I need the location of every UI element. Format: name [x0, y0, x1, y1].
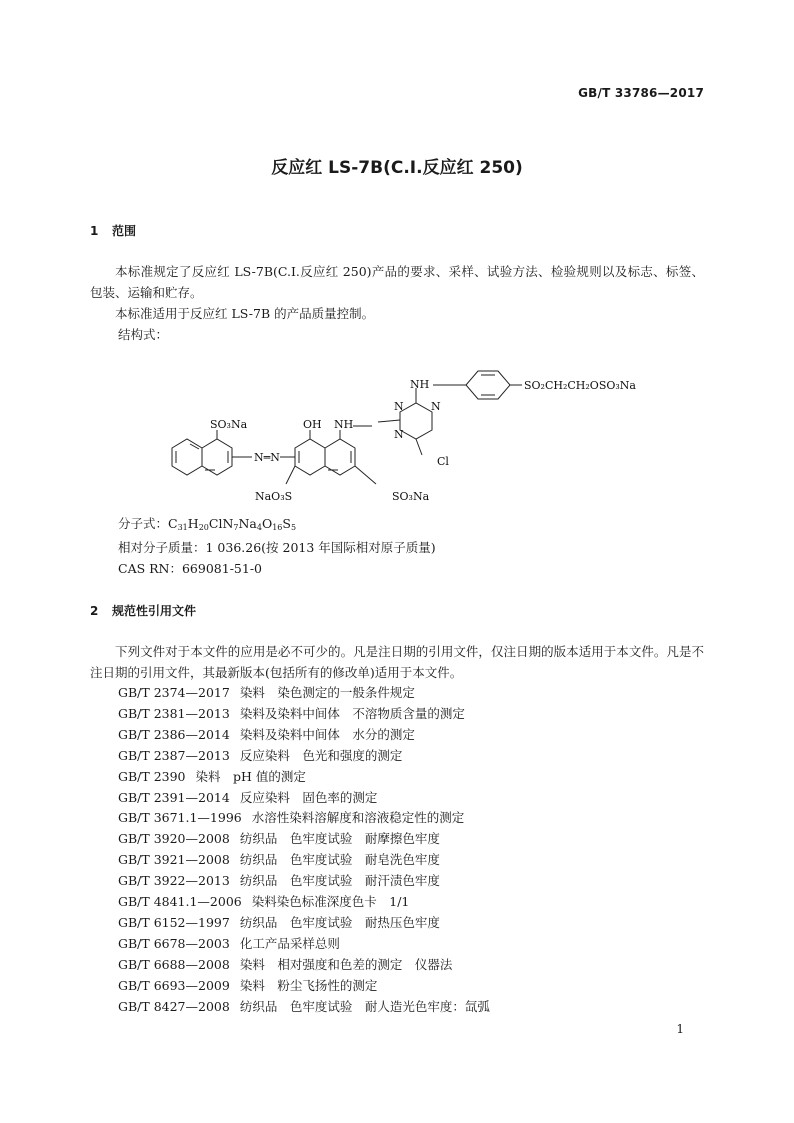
reference-title: 染料 相对强度和色差的测定 仪器法 — [239, 956, 453, 972]
reference-code: GB/T 3922—2013 — [118, 873, 230, 889]
reference-title: 染料 染色测定的一般条件规定 — [239, 685, 415, 700]
formula-o: O — [261, 516, 273, 531]
sulfonate-right-label: SO₃Na — [392, 490, 430, 503]
reference-title: 染料及染料中间体 不溶物质含量的测定 — [239, 705, 465, 721]
formula-na: Na — [238, 516, 257, 531]
section-1-title: 范围 — [112, 224, 137, 238]
cas-number: CAS RN：669081-51-0 — [118, 561, 263, 576]
reference-title: 染料及染料中间体 水分的测定 — [239, 726, 415, 742]
reference-code: GB/T 2374—2017 — [118, 685, 230, 700]
formula-h: H — [187, 516, 199, 531]
relative-molecular-mass: 相对分子质量：1 036.26(按 2013 年国际相对原子质量) — [118, 540, 436, 555]
side-chain-label: SO₂CH₂CH₂OSO₃Na — [524, 379, 636, 392]
formula-c: C — [168, 516, 178, 531]
reference-item — [118, 976, 490, 997]
reference-item — [118, 746, 490, 767]
formula-c-count: 31 — [177, 523, 188, 532]
reference-item — [118, 704, 490, 725]
reference-code: GB/T 4841.1—2006 — [118, 894, 242, 910]
formula-o-count: 16 — [272, 523, 283, 532]
formula-s-count: 5 — [290, 523, 297, 532]
reference-item — [118, 955, 490, 976]
section-2-title: 规范性引用文件 — [112, 604, 197, 618]
reference-code: GB/T 3920—2008 — [118, 831, 230, 847]
page-number: 1 — [676, 1022, 684, 1036]
reference-title: 反应染料 固色率的测定 — [239, 789, 378, 805]
reference-code: GB/T 6152—1997 — [118, 914, 230, 930]
reference-title: 纺织品 色牢度试验 耐热压色牢度 — [239, 914, 440, 930]
reference-item — [118, 913, 490, 934]
reference-code: GB/T 2387—2013 — [118, 747, 230, 763]
structural-formula — [160, 360, 640, 512]
scope-paragraph-1: 本标准规定了反应红 LS-7B(C.I.反应红 250)产品的要求、采样、试验方法、检验规则以及标志、标签、包装、运输和贮存。 — [90, 264, 704, 300]
reference-item — [118, 725, 490, 746]
formula-n-count: 7 — [233, 523, 239, 532]
reference-code: GB/T 3921—2008 — [118, 852, 230, 868]
standard-code: GB/T 33786—2017 — [578, 86, 704, 100]
formula-cl: Cl — [208, 516, 223, 531]
reference-item — [118, 808, 490, 829]
reference-title: 纺织品 色牢度试验 耐人造光色牢度：氙弧 — [239, 998, 490, 1014]
section-2-heading — [90, 602, 196, 619]
azo-label: N═N — [254, 451, 280, 464]
reference-code: GB/T 6693—2009 — [118, 977, 230, 993]
formula-s: S — [282, 516, 291, 531]
triazine-n3: N — [394, 428, 404, 441]
reference-item — [118, 788, 490, 809]
reference-title: 染料 粉尘飞扬性的测定 — [239, 977, 378, 993]
reference-item — [118, 871, 490, 892]
formula-h-count: 20 — [198, 523, 209, 532]
section-1-number: 1 — [90, 224, 99, 238]
reference-title: 反应染料 色光和强度的测定 — [239, 747, 403, 763]
reference-code: GB/T 2386—2014 — [118, 726, 230, 742]
reference-title: 纺织品 色牢度试验 耐汗渍色牢度 — [239, 873, 440, 889]
hydroxyl-label: OH — [303, 418, 322, 431]
section-2-number: 2 — [90, 604, 99, 618]
reference-code: GB/T 3671.1—1996 — [118, 810, 242, 826]
scope-paragraph-2: 本标准适用于反应红 LS-7B 的产品质量控制。 — [115, 306, 375, 321]
structure-label: 结构式： — [118, 327, 169, 342]
chlorine-label: Cl — [437, 455, 449, 468]
reference-item — [118, 934, 490, 955]
formula-na-count: 4 — [256, 523, 262, 532]
reference-item — [118, 767, 490, 788]
reference-title: 染料染色标准深度色卡 1/1 — [251, 894, 410, 910]
reference-code: GB/T 8427—2008 — [118, 998, 230, 1014]
reference-code: GB/T 2381—2013 — [118, 705, 230, 721]
reference-title: 纺织品 色牢度试验 耐摩擦色牢度 — [239, 831, 440, 847]
reference-item — [118, 683, 490, 704]
triazine-n1: N — [394, 400, 404, 413]
amine-top-label: NH — [410, 378, 430, 391]
reference-title: 纺织品 色牢度试验 耐皂洗色牢度 — [239, 852, 440, 868]
document-title: 反应红 LS-7B(C.I.反应红 250) — [271, 158, 523, 178]
reference-code: GB/T 6688—2008 — [118, 956, 230, 972]
reference-title: 化工产品采样总则 — [239, 935, 340, 951]
reference-code: GB/T 6678—2003 — [118, 935, 230, 951]
formula-label: 分子式： — [118, 516, 169, 531]
triazine-ring — [400, 403, 432, 439]
reference-item — [118, 997, 490, 1018]
reference-code: GB/T 2390 — [118, 768, 186, 784]
amine-left-label: NH — [334, 418, 354, 431]
reference-list — [118, 683, 490, 1018]
reference-title: 水溶性染料溶解度和溶液稳定性的测定 — [251, 810, 465, 826]
molecular-formula — [118, 513, 296, 538]
reference-item — [118, 850, 490, 871]
reference-title: 染料 pH 值的测定 — [195, 768, 306, 784]
reference-item — [118, 892, 490, 913]
formula-n: N — [222, 516, 234, 531]
section-1-heading — [90, 222, 136, 239]
reference-code: GB/T 2391—2014 — [118, 789, 230, 805]
sulfonate-top-label: SO₃Na — [210, 418, 248, 431]
sulfonate-left-label: NaO₃S — [255, 490, 293, 503]
reference-item — [118, 829, 490, 850]
triazine-n2: N — [431, 400, 441, 413]
references-intro: 下列文件对于本文件的应用是必不可少的。凡是注日期的引用文件，仅注日期的版本适用于本文件。凡是不注日期的引用文件，其最新版本(包括所有的修改单)适用于本文件。 — [90, 644, 704, 680]
